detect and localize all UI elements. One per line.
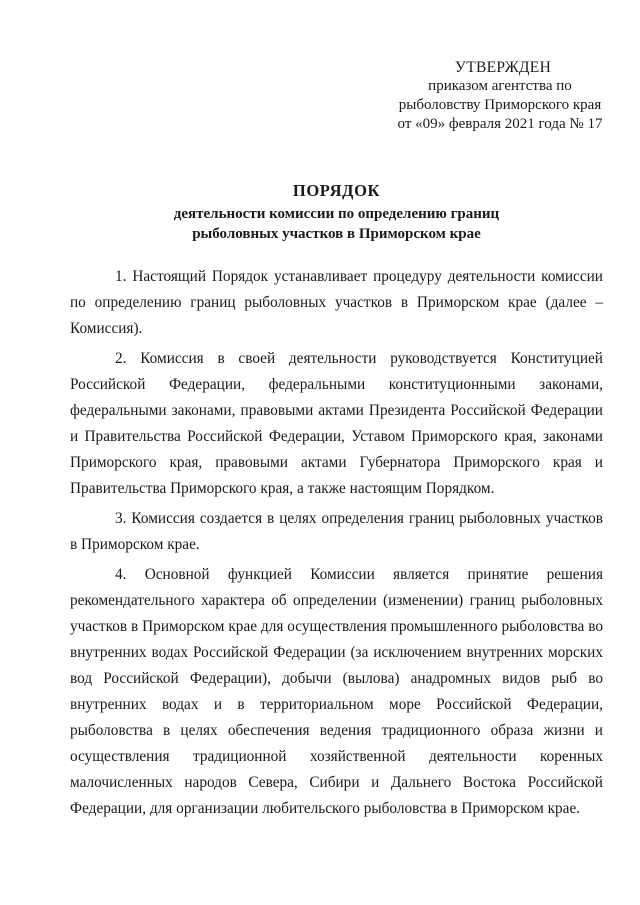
paragraph-4: 4. Основной функцией Комиссии является принятие решения рекомендательного характера об определении (изменении) границ рыболовных участков в Приморском крае для осуществления промышленного рыболовства во внутренних водах Российской Федерации (за исключением внутренних морских вод Российской Федерации), добычи (вылова) анадромных видов рыб во внутренних водах и в территориальном море Российской Федерации, рыболовства в целях обеспечения ведения традиционного образа жизни и осуществления традиционной хозяйственной деятельности коренных малочисленных народов Севера, Сибири и Дальнего Востока Российской Федерации, для организации любительского рыболовства в Приморском крае. [70,566,603,817]
document-title: ПОРЯДОК [292,181,381,200]
document-subtitle-line-2: рыболовных участков в Приморском крае [192,226,481,242]
approval-stamp [380,58,620,134]
approval-line-1: приказом агентства по [428,78,572,94]
paragraph-1: 1. Настоящий Порядок устанавливает процедуру деятельности комиссии по определению границ рыболовных участков в Приморском крае (далее – Комиссия). [70,268,603,337]
paragraph-2: 2. Комиссия в своей деятельности руководствуется Конституцией Российской Федерации, федеральными конституционными законами, федеральными законами, правовыми актами Президента Российской Федерации и Правительства Российской Федерации, Уставом Приморского края, законами Приморского края, правовыми актами Губернатора Приморского края и Правительства Приморского края, а также настоящим Порядком. [70,350,603,497]
approval-line-3: от «09» февраля 2021 года № 17 [397,116,603,132]
approval-line-2: рыболовству Приморского края [398,97,602,113]
paragraph-3: 3. Комиссия создается в целях определения границ рыболовных участков в Приморском крае. [70,510,603,553]
document-body [70,264,603,826]
approval-title: УТВЕРЖДЕН [454,59,552,76]
document-heading [70,180,603,244]
document-subtitle-line-1: деятельности комиссии по определению границ [173,206,500,222]
